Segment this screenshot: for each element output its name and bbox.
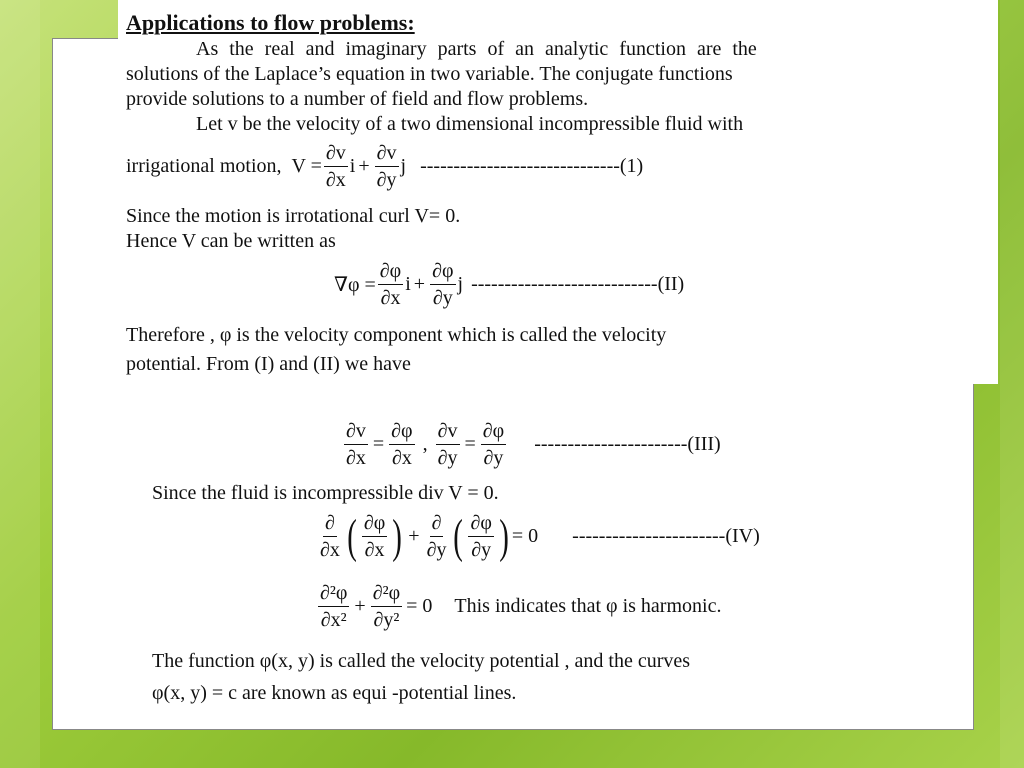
paragraph-line: φ(x, y) = c are known as equi -potential lines. bbox=[152, 682, 517, 704]
paragraph-line: The function φ(x, y) is called the velocity potential , and the curves bbox=[152, 650, 691, 672]
paragraph-line: Therefore , φ is the velocity component which is called the velocity bbox=[126, 324, 667, 346]
fraction: $\frac{\partial\varphi}{\partial y}$ bbox=[432, 260, 454, 309]
fraction: $\frac{\partial\varphi}{\partial y}$ bbox=[482, 420, 505, 469]
fraction: $\frac{\text{∂²φ}}{\text{∂y²}}$ bbox=[372, 582, 401, 631]
equation-prefix: irrigational motion, bbox=[126, 155, 282, 177]
equation-5: $\frac{\text{∂²φ}}{\text{∂x²}}$ + $\frac{\text{∂²φ}}{\text{∂y²}}$ = 0 This indicates that φ is harmonic. bbox=[320, 582, 722, 631]
paragraph-line: Since the motion is irrotational curl V= 0. bbox=[126, 205, 461, 227]
equation-3: $\frac{\partial v}{\partial x}$ = $\frac{\partial\varphi}{\partial x}$ , $\frac{\partial v}{\partial y}$ = $\frac{\partial\varphi}{\partial y}$ -----------------------(III) bbox=[346, 420, 721, 469]
equation-tag: ----------------------------(II) bbox=[471, 273, 685, 295]
background-stripe bbox=[1000, 0, 1024, 768]
paragraph-line: Hence V can be written as bbox=[126, 230, 336, 252]
equation-4: $\frac{\partial}{\partial x}$ ( $\frac{\partial\varphi}{\partial x}$ ) + $\frac{\partial}{\partial y}$ ( $\frac{\partial\varphi}{\partial y}$ ) = 0 -----------------------(IV) bbox=[320, 509, 760, 563]
equation-rhs: = 0 bbox=[406, 595, 433, 617]
fraction: $\frac{\partial}{\partial y}$ bbox=[426, 512, 447, 561]
slide-title: Applications to flow problems: bbox=[126, 10, 415, 35]
fraction: $\frac{\partial}{\partial x}$ bbox=[320, 512, 340, 561]
fraction: $\frac{\partial\varphi}{\partial y}$ bbox=[470, 512, 492, 561]
fraction: $\frac{\partial v}{\partial y}$ bbox=[437, 420, 458, 469]
paragraph-line: potential. From (I) and (II) we have bbox=[126, 353, 411, 375]
fraction: $\frac{\partial v}{\partial y}$ bbox=[376, 142, 397, 191]
equation-tag: -----------------------(IV) bbox=[572, 525, 760, 547]
fraction: $\frac{\partial v}{\partial x}$ bbox=[325, 142, 346, 191]
fraction: $\frac{\partial v}{\partial x}$ bbox=[346, 420, 366, 469]
fraction: $\frac{\text{∂²φ}}{\text{∂x²}}$ bbox=[320, 582, 348, 631]
fraction: $\frac{\partial\varphi}{\partial x}$ bbox=[391, 420, 413, 469]
paragraph-line: Since the fluid is incompressible div V = 0. bbox=[152, 482, 499, 504]
equation-2: ∇φ = $\frac{\partial\varphi}{\partial x}$ i + $\frac{\partial\varphi}{\partial y}$ j ----------------------------(II) bbox=[334, 260, 685, 309]
background-stripe bbox=[0, 0, 40, 768]
equation-lhs: ∇φ = bbox=[334, 274, 376, 296]
equation-tag: -----------------------(III) bbox=[534, 433, 721, 455]
harmonic-note: This indicates that φ is harmonic. bbox=[454, 595, 722, 617]
equation-1: irrigational motion, V = $\frac{\partial v}{\partial x}$ i + $\frac{\partial v}{\partial y}$ j ------------------------------(1) bbox=[126, 142, 644, 191]
paragraph-line: provide solutions to a number of field and flow problems. bbox=[126, 88, 589, 110]
paragraph-line: As the real and imaginary parts of an analytic function are the bbox=[196, 38, 757, 60]
slide-panel-step bbox=[940, 384, 972, 416]
equation-tag: ------------------------------(1) bbox=[420, 155, 644, 177]
paragraph-line: Let v be the velocity of a two dimensional incompressible fluid with bbox=[196, 113, 744, 135]
fraction: $\frac{\partial\varphi}{\partial x}$ bbox=[363, 512, 386, 561]
equation-lhs: V = bbox=[291, 155, 322, 177]
paragraph-line: solutions of the Laplace’s equation in two variable. The conjugate functions bbox=[126, 63, 733, 85]
fraction: $\frac{\partial\varphi}{\partial x}$ bbox=[379, 260, 402, 309]
